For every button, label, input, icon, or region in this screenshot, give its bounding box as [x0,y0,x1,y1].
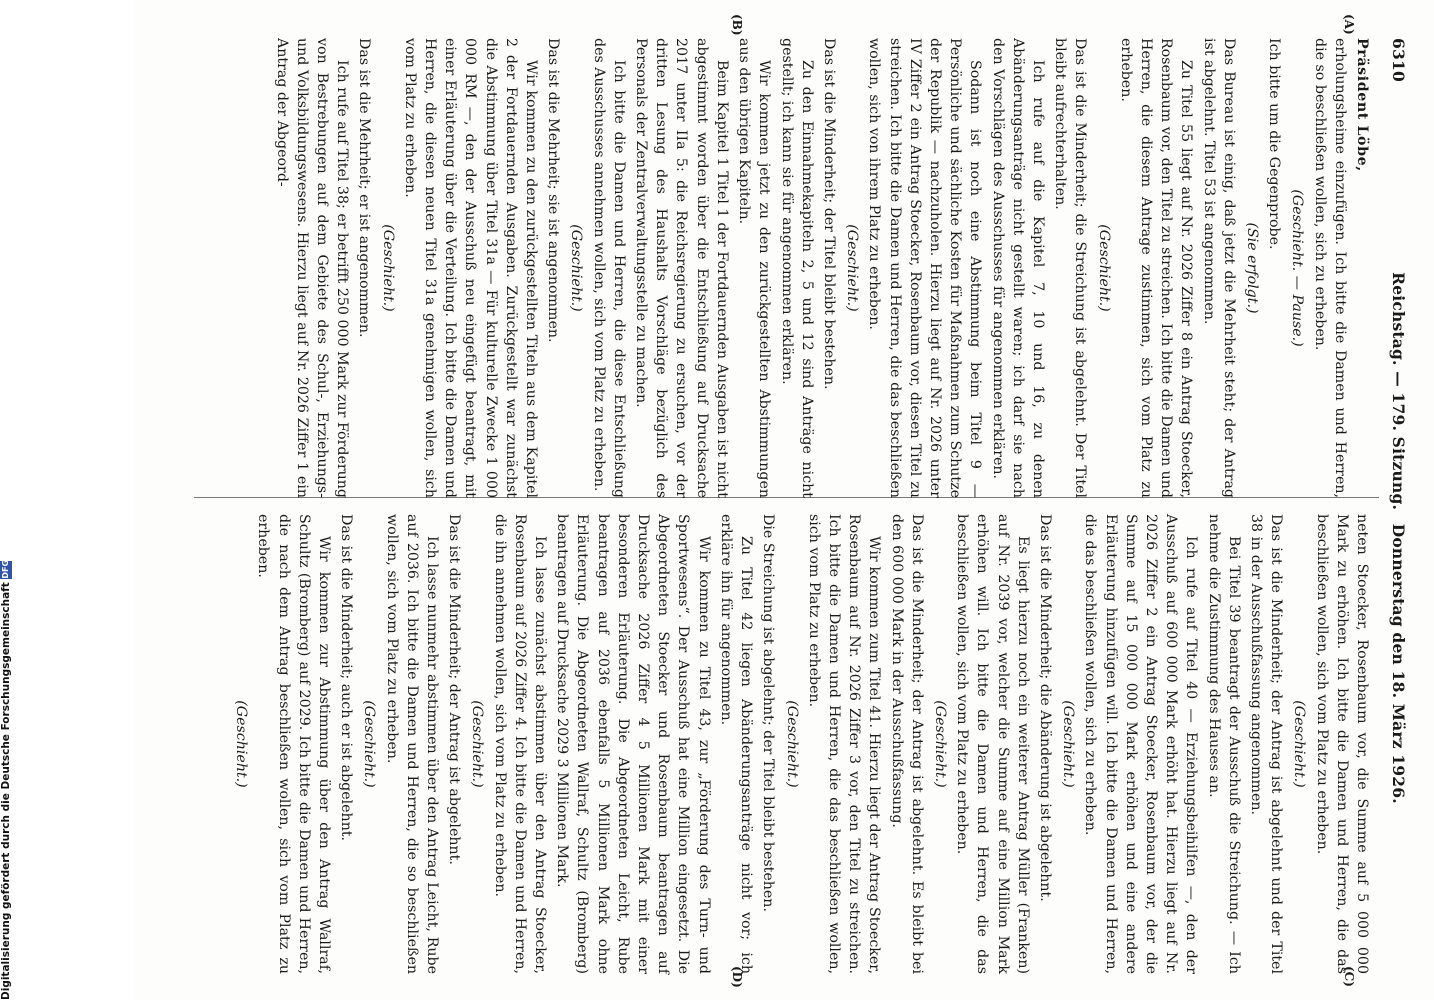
paragraph: Beim Kapitel 1 Titel 1 der Fortdauernden Ausgaben ist nicht abgestimmt worden über die Entschließung auf Drucksache 2017 unter IIa 5: die Reichsregierung zu ersuchen, vor der dritten Lesung des Haushalts Vorschläge bezüglich des Personals der Zentralverwaltungsstelle zu machen. [633,38,730,498]
paragraph: Ich lasse zunächst abstimmen über den Antrag Stoecker, Rosenbaum auf 2026 Ziffer 4. Ich bitte die Damen und Herren, die ihn annehmen wollen, sich vom Platz zu erheben. [491,514,549,974]
stage-direction: (Geschieht.) [568,224,585,312]
stage-direction: (Geschieht.) [233,700,250,788]
dfg-logo: DFG [1,559,10,579]
paragraph: erholungsheime einzufügen. Ich bitte die Damen und Herren, die so beschließen wollen, sich zu erheben. [1311,38,1348,498]
digitization-note [0,559,16,1000]
stage-direction: (Geschieht.) [361,700,378,788]
paragraph: Das ist die Mehrheit; er ist angenommen. [356,38,373,338]
paragraph: Zu den Einnahmekapiteln 2, 5 und 12 sind Anträge nicht gestellt; ich kann sie für angenommen erklären. [778,38,815,498]
paragraph: Die Streichung ist abgelehnt; der Titel bleibt bestehen. [760,514,777,912]
paragraph: Das ist die Minderheit; der Titel bleibt bestehen. [820,38,837,390]
stage-direction: (Geschieht.) [379,224,396,312]
session-title [1389,218,1408,858]
paragraph: Das Bureau ist einig, daß jetzt die Mehrheit steht; der Antrag ist abgelehnt. Titel 53 ist angenommen. [1200,38,1237,498]
digitization-text: Digitalisierung gefördert durch die Deutsche Forschungsgemeinschaft [0,582,12,1000]
speaker-name: Präsident Löbe, [1354,38,1370,172]
paragraph: Zu Titel 55 liegt auf Nr. 2026 Ziffer 8 ein Antrag Stoecker, Rosenbaum vor, den Titel zu streichen. Ich bitte die Damen und Herren, die diesem Antrage zustimmen, sich vom Platz zu erheben. [1117,38,1195,498]
left-column [269,38,1372,498]
margin-marker-b: (B) [730,14,744,36]
stage-direction: (Geschieht. — Pause.) [1289,189,1306,347]
speaker-line [1352,38,1372,498]
paragraph: Wir kommen zu Titel 43, zur „Förderung des Turn- und Sportwesens“. Der Ausschuß hat eine Million eingesetzt. Die Abgeordneten Stoecker und Rosenbaum beantragen auf Drucksache 2026 Ziffer 4 5 Millionen Mark mit einer besonderen Erläuterung. Die Abgeordneten Leicht, Rube beantragen auf 2036 ebenfalls 5 Millionen Mark ohne Erläuterung. Die Abgeordneten Wallraf, Schultz (Bromberg) beantragen auf Drucksache 2029 3 Millionen Mark. [554,514,712,974]
scanned-page [134,0,1434,1000]
stage-direction: (Sie erfolgt.) [1243,222,1260,314]
session-label: Reichstag. — 179. Sitzung. [1389,272,1408,511]
paragraph: Es liegt hierzu noch ein weiterer Antrag Müller (Franken) auf Nr. 2039 vor, welcher die Summe auf eine Million Mark erhöhen will. Ich bitte die Damen und Herren, die das beschließen wollen, sich vom Platz zu erheben. [954,514,1031,974]
right-column [228,514,1372,974]
paragraph: Ich bitte die Damen und Herren, die diese Entschließung des Ausschusses annehmen wollen, sich vom Platz zu erheben. [590,38,627,498]
stage-direction: (Geschieht.) [931,700,948,788]
stage-direction: (Geschieht.) [1060,700,1077,788]
paragraph: neten Stoecker, Rosenbaum vor, die Summe auf 5 000 000 Mark zu erhöhen. Ich bitte die Damen und Herren, die das beschließen wollen, sich vom Platz zu erheben. [1313,514,1370,974]
paragraph: Das ist die Minderheit; der Antrag ist abgelehnt. Es bleibt bei den 600 000 Mark in der Ausschußfassung. [888,514,925,974]
paragraph: Wir kommen zum Titel 41. Hierzu liegt der Antrag Stoecker, Rosenbaum auf Nr. 2026 Ziffer 3 vor, den Titel zu streichen. Ich bitte die Damen und Herren, die das beschließen wollen, sich vom Platz zu erheben. [805,514,883,974]
stage-direction: (Geschieht.) [844,224,861,312]
margin-marker-d: (D) [730,966,744,988]
paragraph: Das ist die Minderheit; auch er ist abgelehnt. [338,514,355,842]
stage-direction: (Geschieht.) [1291,700,1308,788]
page-header [1382,38,1412,968]
paragraph: Wir kommen zur Abstimmung über den Antrag Wallraf, Schultz (Bromberg) auf 2029. Ich bitte die Damen und Herren, die nach dem Antrag beschließen wollen, sich vom Platz zu erheben. [255,514,333,974]
paragraph: Ich rufe auf Titel 40 — Erziehungsbeihilfen —, den der Ausschuß auf 600 000 Mark erhöht hat. Hierzu liegt auf Nr. 2026 Ziffer 2 ein Antrag Stoecker, Rosenbaum vor, der die Summe auf 15 000 000 Mark erhöhen und eine andere Erläuterung hinzufügen will. Ich bitte die Damen und Herren, die das beschließen wollen, sich zu erheben. [1082,514,1200,974]
margin-marker-c: (C) [1342,966,1356,987]
paragraph: Das ist die Minderheit; der Antrag ist abgelehnt. [446,514,463,865]
paragraph: Das ist die Mehrheit; sie ist angenommen. [545,38,562,343]
stage-direction: (Geschieht.) [1095,224,1112,312]
paragraph: Zu Titel 42 liegen Abänderungsanträge nicht vor; ich erkläre ihn für angenommen. [717,514,755,974]
paragraph: Ich rufe auf Titel 38; er betrifft 250 000 Mark zur Förderung von Bestrebungen auf dem Gebiete des Schul-, Erziehungs- und Volksbildungswesens. Hierzu liegt auf Nr. 2026 Ziffer 1 ein Antrag der Abgeord- [273,38,351,498]
paragraph: Das ist die Minderheit; die Abänderung ist abgelehnt. [1036,514,1053,902]
stage-direction: (Geschieht.) [469,700,486,788]
paragraph: Bei Titel 39 beantragt der Ausschuß die Streichung. — Ich nehme die Zustimmung des Hauses an. [1205,514,1242,974]
paragraph: Wir kommen jetzt zu den zurückgestellten Abstimmungen aus den übrigen Kapiteln. [736,38,773,498]
paragraph: Wir kommen zu den zurückgestellten Titeln aus dem Kapitel 2 der Fortdauernden Ausgaben. Zurückgestellt war zunächst die Abstimmung über Titel 31a — Für kulturelle Zwecke 1 000 000 RM —, den der Ausschuß neu eingefügt beantragt, mit einer Erläuterung über die Verteilung. Ich bitte die Damen und Herren, die diesen neuen Titel 31a genehmigen wollen, sich vom Platz zu erheben. [401,38,540,498]
paragraph: Ich bitte um die Gegenprobe. [1266,38,1283,250]
paragraph: Ich lasse nunmehr abstimmen über den Antrag Leicht, Rube auf 2036. Ich bitte die Damen und Herren, die so beschließen wollen, sich vom Platz zu erheben. [383,514,441,974]
paragraph: Sodann ist noch eine Abstimmung beim Titel 9 — Persönliche und sächliche Kosten für Maßnahmen zum Schutze der Republik — nachzuholen. Hierzu liegt auf Nr. 2026 unter IV Ziffer 2 ein Antrag Stoecker, Rosenbaum vor, diesen Titel zu streichen. Ich bitte die Damen und Herren, die das beschließen wollen, sich von ihrem Platz zu erheben. [866,38,984,498]
paragraph: Das ist die Minderheit; der Antrag ist abgelehnt und der Titel 38 in der Ausschußfassung angenommen. [1247,514,1285,974]
stage-direction: (Geschieht.) [783,700,800,788]
date-label: Donnerstag den 18. März 1926. [1389,523,1408,804]
margin-marker-a: (A) [1342,14,1356,35]
page-number: 6310 [1389,38,1408,82]
paragraph: Das ist die Minderheit; die Streichung ist abgelehnt. Der Titel bleibt aufrechterhalten. [1052,38,1089,498]
paragraph: Ich rufe auf die Kapitel 7, 10 und 16, zu denen Abänderungsanträge nicht gestellt waren; ich darf sie nach den Vorschlägen des Ausschusses für angenommen erklären. [989,38,1046,498]
